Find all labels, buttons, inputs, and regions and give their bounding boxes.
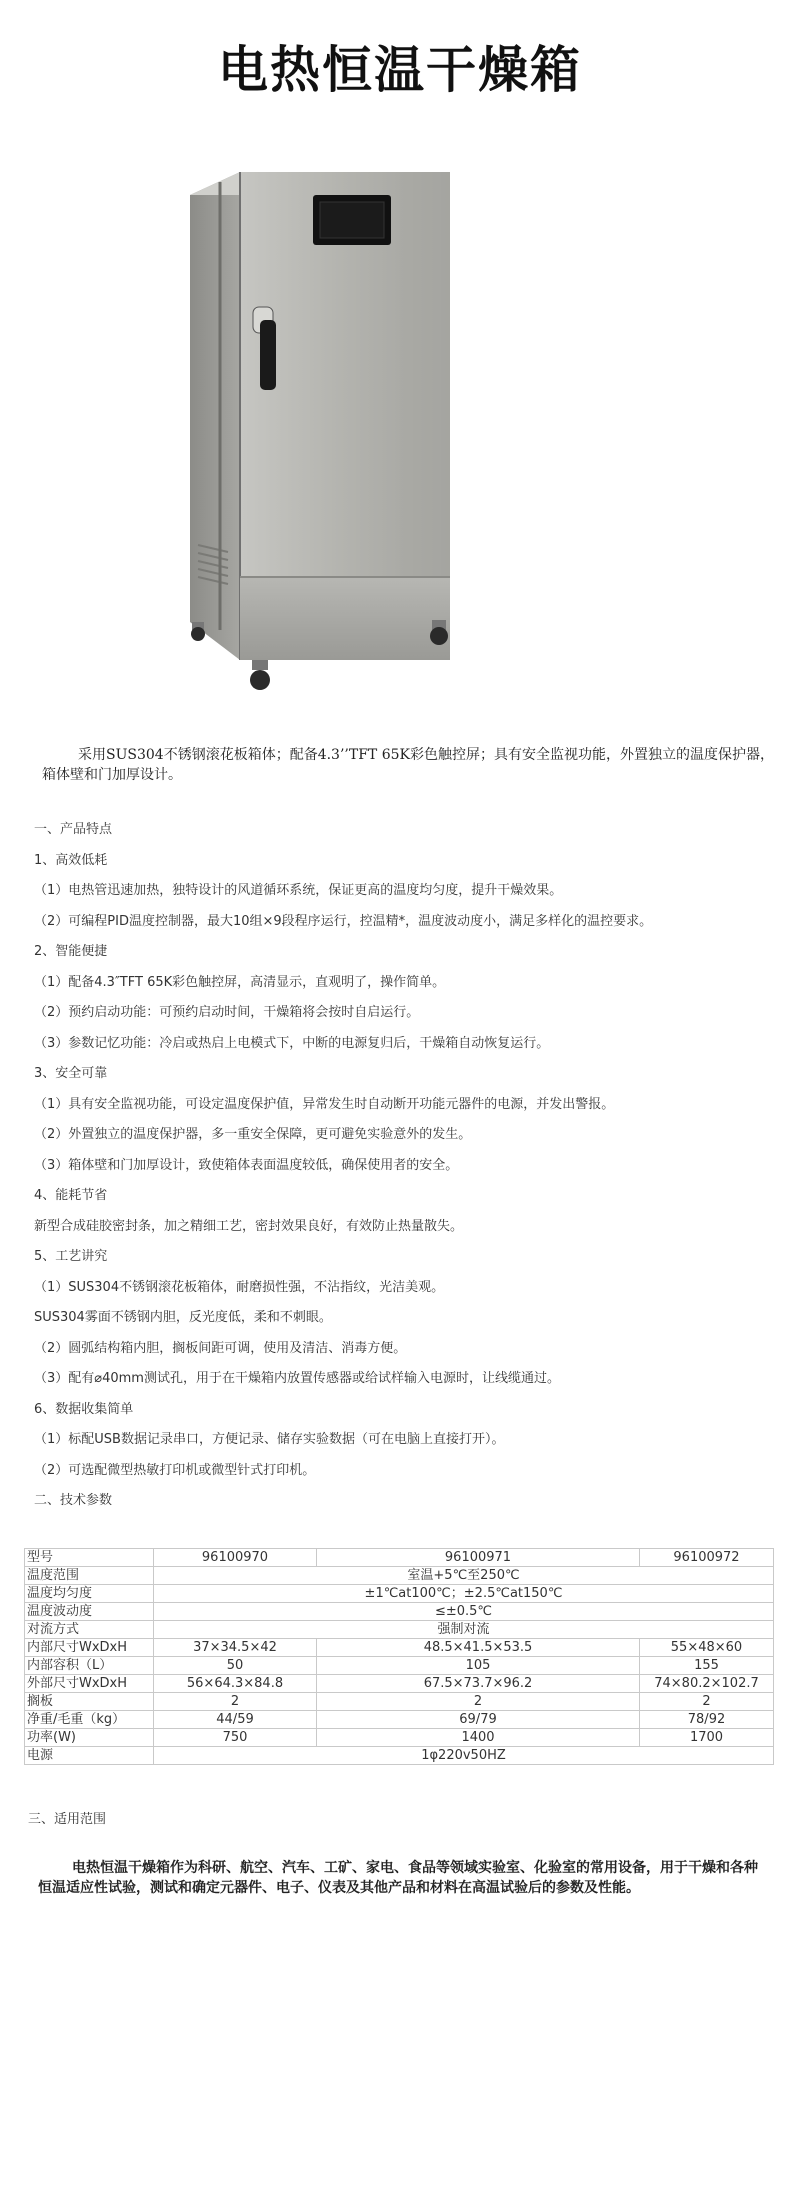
table-cell: 48.5×41.5×53.5	[317, 1639, 640, 1657]
subsection-heading: 2、智能便捷	[34, 944, 108, 959]
scope-heading: 三、适用范围	[28, 1812, 107, 1827]
feature-item: （1）SUS304不锈钢滚花板箱体，耐磨损性强，不沾指纹，光洁美观。	[34, 1279, 445, 1295]
product-image	[180, 160, 620, 720]
table-row	[25, 1675, 774, 1693]
table-row	[25, 1621, 774, 1639]
row-label: 型号	[25, 1549, 154, 1567]
table-cell: 室温+5℃至250℃	[154, 1567, 774, 1585]
row-label: 搁板	[25, 1693, 154, 1711]
table-cell: 2	[154, 1693, 317, 1711]
table-cell: 44/59	[154, 1711, 317, 1729]
feature-item: （2）可编程PID温度控制器，最大10组×9段程序运行，控温精*，温度波动度小，满足多样化的温控要求。	[34, 913, 653, 929]
row-label: 功率(W)	[25, 1729, 154, 1747]
table-row	[25, 1603, 774, 1621]
table-cell: 1700	[640, 1729, 774, 1747]
table-cell: 56×64.3×84.8	[154, 1675, 317, 1693]
table-row	[25, 1711, 774, 1729]
feature-item: （2）圆弧结构箱内胆，搁板间距可调，使用及清洁、消毒方便。	[34, 1340, 407, 1356]
table-cell: 1φ220v50HZ	[154, 1747, 774, 1765]
table-cell: 105	[317, 1657, 640, 1675]
table-cell: 强制对流	[154, 1621, 774, 1639]
subsection-heading: 1、高效低耗	[34, 852, 108, 868]
intro-paragraph: 采用SUS304不锈钢滚花板箱体；配备4.3’’TFT 65K彩色触控屏；具有安全监视功能，外置独立的温度保护器，箱体壁和门加厚设计。	[42, 747, 774, 783]
feature-item: （2）外置独立的温度保护器，多一重安全保障，更可避免实验意外的发生。	[34, 1127, 472, 1142]
table-cell: 2	[317, 1693, 640, 1711]
row-label: 电源	[25, 1747, 154, 1765]
table-row	[25, 1639, 774, 1657]
table-cell: 78/92	[640, 1711, 774, 1729]
section-heading: 一、产品特点	[34, 822, 113, 837]
subsection-heading: 5、工艺讲究	[34, 1249, 108, 1264]
table-cell: ±1℃at100℃；±2.5℃at150℃	[154, 1585, 774, 1603]
subsection-heading: 6、数据收集简单	[34, 1401, 134, 1417]
table-row	[25, 1585, 774, 1603]
feature-item: （1）配备4.3″TFT 65K彩色触控屏，高清显示，直观明了，操作简单。	[34, 974, 446, 990]
table-cell: 2	[640, 1693, 774, 1711]
table-row	[25, 1567, 774, 1585]
table-cell: 50	[154, 1657, 317, 1675]
row-label: 内部尺寸WxDxH	[25, 1639, 154, 1657]
subsection-heading: 4、能耗节省	[34, 1188, 108, 1203]
row-label: 对流方式	[25, 1621, 154, 1639]
table-cell: 96100972	[640, 1549, 774, 1567]
table-cell: 1400	[317, 1729, 640, 1747]
table-cell: 67.5×73.7×96.2	[317, 1675, 640, 1693]
feature-item: （3）配有⌀40mm测试孔，用于在干燥箱内放置传感器或给试样输入电源时，让线缆通过。	[34, 1371, 560, 1386]
row-label: 内部容积（L）	[25, 1657, 154, 1675]
table-cell: 69/79	[317, 1711, 640, 1729]
row-label: 温度范围	[25, 1567, 154, 1585]
page-title: 电热恒温干燥箱	[218, 40, 582, 99]
scope-text: 电热恒温干燥箱作为科研、航空、汽车、工矿、家电、食品等领域实验室、化验室的常用设备，用于干燥和各种恒温适应性试验，测试和确定元器件、电子、仪表及其他产品和材料在高温试验后的参数及性能。	[38, 1860, 758, 1896]
table-cell: 750	[154, 1729, 317, 1747]
table-row	[25, 1729, 774, 1747]
feature-item: （3）箱体壁和门加厚设计，致使箱体表面温度较低，确保使用者的安全。	[34, 1157, 459, 1173]
subsection-heading: 3、安全可靠	[34, 1066, 108, 1081]
table-cell: 96100971	[317, 1549, 640, 1567]
feature-item: （2）可选配微型热敏打印机或微型针式打印机。	[34, 1462, 316, 1478]
table-cell: 55×48×60	[640, 1639, 774, 1657]
row-label: 外部尺寸WxDxH	[25, 1675, 154, 1693]
row-label: 温度均匀度	[25, 1585, 154, 1603]
feature-item: SUS304雾面不锈钢内胆，反光度低，柔和不刺眼。	[34, 1310, 332, 1325]
feature-item: （1）标配USB数据记录串口，方便记录、储存实验数据（可在电脑上直接打开）。	[34, 1432, 505, 1447]
table-cell: 96100970	[154, 1549, 317, 1567]
feature-item: （1）具有安全监视功能，可设定温度保护值，异常发生时自动断开功能元器件的电源，并发出警报。	[34, 1096, 615, 1112]
row-label: 温度波动度	[25, 1603, 154, 1621]
feature-item: （3）参数记忆功能：冷启或热启上电模式下，中断的电源复归后，干燥箱自动恢复运行。	[34, 1035, 550, 1051]
section-heading: 二、技术参数	[34, 1493, 113, 1508]
feature-item: 新型合成硅胶密封条，加之精细工艺，密封效果良好，有效防止热量散失。	[34, 1218, 464, 1234]
cabinet-side	[190, 172, 240, 660]
table-cell: 37×34.5×42	[154, 1639, 317, 1657]
table-row	[25, 1549, 774, 1567]
table-cell: 74×80.2×102.7	[640, 1675, 774, 1693]
table-row	[25, 1657, 774, 1675]
cabinet-base	[240, 577, 450, 660]
table-cell: ≤±0.5℃	[154, 1603, 774, 1621]
row-label: 净重/毛重（kg）	[25, 1711, 154, 1729]
table-row	[25, 1747, 774, 1765]
feature-list	[34, 815, 774, 1517]
table-cell: 155	[640, 1657, 774, 1675]
feature-item: （2）预约启动功能：可预约启动时间，干燥箱将会按时自启运行。	[34, 1005, 420, 1020]
spec-table	[24, 1548, 774, 1765]
scope-paragraph	[38, 1858, 758, 1898]
feature-item: （1）电热管迅速加热，独特设计的风道循环系统，保证更高的温度均匀度，提升干燥效果。	[34, 883, 563, 898]
table-row	[25, 1693, 774, 1711]
